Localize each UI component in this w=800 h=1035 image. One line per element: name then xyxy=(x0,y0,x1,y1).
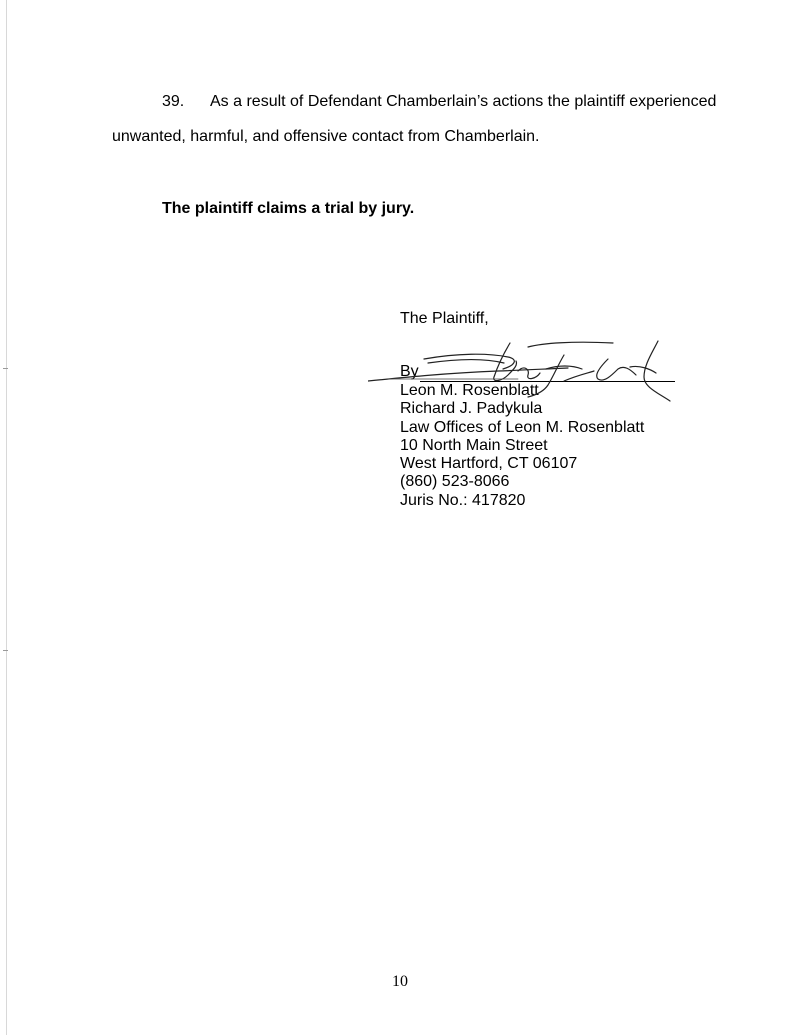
signature-by-label: By xyxy=(400,363,419,380)
signature-stroke xyxy=(564,371,594,381)
paragraph-line-2: unwanted, harmful, and offensive contact from Chamberlain. xyxy=(112,128,540,145)
street-address: 10 North Main Street xyxy=(400,436,548,454)
page-number: 10 xyxy=(392,973,408,990)
signature-stroke xyxy=(428,360,504,363)
scan-edge xyxy=(6,0,7,1035)
phone-number: (860) 523-8066 xyxy=(400,473,510,491)
attorney-name-2: Richard J. Padykula xyxy=(400,400,543,418)
attorney-name: Leon M. Rosenblatt xyxy=(400,382,539,399)
paragraph-line-1: As a result of Defendant Chamberlain’s actions the plaintiff experienced xyxy=(210,93,717,110)
signature-intro: The Plaintiff, xyxy=(400,310,489,327)
paragraph-number: 39. xyxy=(162,93,185,110)
handwritten-signature xyxy=(368,335,678,407)
signature-stroke xyxy=(597,359,636,380)
signature-stroke xyxy=(528,342,613,347)
juris-number: Juris No.: 417820 xyxy=(400,491,526,509)
signature-stroke xyxy=(528,355,564,397)
scan-edge-mark xyxy=(3,368,8,369)
signature-stroke xyxy=(644,341,670,401)
city-state-zip: West Hartford, CT 06107 xyxy=(400,455,578,473)
jury-claim: The plaintiff claims a trial by jury. xyxy=(162,200,415,217)
signature-stroke xyxy=(630,366,656,373)
law-office: Law Offices of Leon M. Rosenblatt xyxy=(400,418,645,436)
scan-edge-mark xyxy=(3,650,8,651)
